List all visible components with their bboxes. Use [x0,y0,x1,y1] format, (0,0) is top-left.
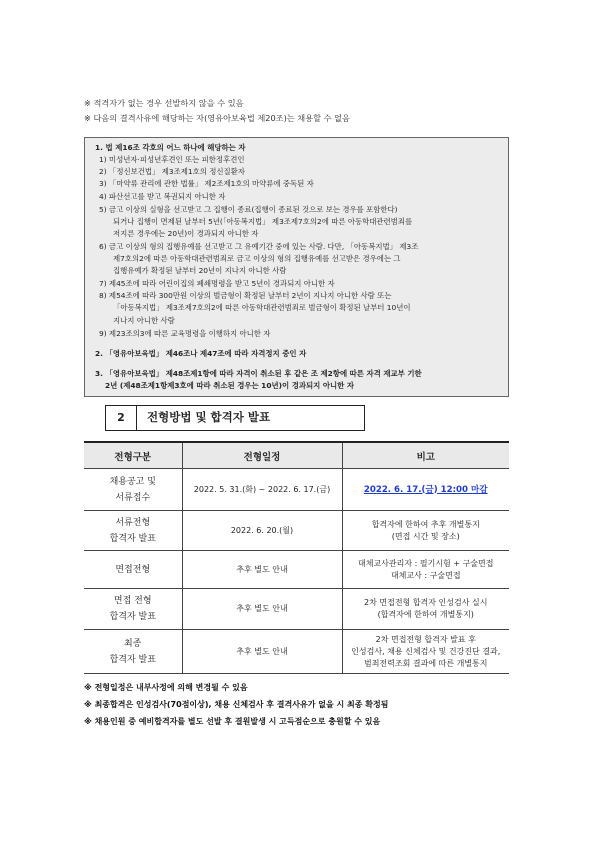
section-number: 2 [105,405,137,431]
stage-label: 서류전형 [115,517,151,528]
note-no-qualified: ※ 적격자가 없는 경우 선발하지 않을 수 있음 [84,98,244,108]
stage-label: 합격자 발표 [109,533,156,544]
stage-label: 서류접수 [115,492,151,503]
disqual-heading-2: 2. 「영유아보육법」 제46조나 제47조에 따라 자격정지 중인 자 [95,349,307,358]
stage-label: 합격자 발표 [109,612,156,622]
table-row [84,469,509,511]
schedule-cell: 추후 별도 안내 [182,630,342,674]
note-cell [342,551,509,589]
header-note: 비고 [342,442,509,469]
stage-label: 면접 전형 [113,596,152,606]
note-cell [342,589,509,630]
note-cell [342,469,509,511]
table-row [84,551,509,589]
disqual-item: 되거나 집행이 면제된 날부터 5년(「아동복지법」 제3조제7호의2에 따른 아동학대관련범죄를 [113,217,413,226]
disqual-item: 지나지 아니한 사람 [113,316,175,325]
footnote-final-pass: ※ 최종합격은 인성검사(70점이상), 채용 신체검사 후 결격사유가 없을 시 최종 확정됨 [84,700,389,709]
disqual-heading-3-cont: 2년 (제48조제1항제3호에 따라 취소된 경우는 10년)이 경과되지 아니한 자 [105,381,354,390]
note-line: 2차 면접전형 합격자 발표 후 [375,634,476,644]
header-stage: 전형구분 [84,442,182,469]
note-line: 인성검사, 채용 신체검사 및 건강진단 결과, [351,646,501,656]
schedule-cell: 2022. 5. 31.(화) ~ 2022. 6. 17.(금) [182,469,342,511]
footnote-reserve: ※ 채용인원 중 예비합격자를 별도 선발 후 결원발생 시 고득점순으로 충원할 수 있음 [84,717,381,726]
stage-label: 합격자 발표 [109,654,156,665]
note-line: 대체교사관리자 : 필기시험 + 구술면접 [358,558,494,568]
note-cell [342,630,509,674]
note-line: 대체교사 : 구술면접 [390,570,461,580]
table-row [84,630,509,674]
note-line: 2차 면접전형 합격자 인성검사 실시 [364,598,488,607]
note-line: (면접 시간 및 장소) [391,531,460,541]
disqual-item: 「아동복지법」 제3조제7호의2에 따른 아동학대관련범죄로 벌금형이 확정된 날부터 10년이 [113,303,411,312]
deadline-text: 2022. 6. 17.(금) 12:00 마감 [363,484,488,495]
note-line: 합격자에 한하여 추후 개별통지 [371,519,480,529]
disqual-item: 4) 파산선고를 받고 복권되지 아니한 자 [99,192,226,201]
disqual-item: 1) 미성년자·피성년후견인 또는 피한정후견인 [99,155,245,164]
stage-cell [84,511,182,551]
disqual-item: 8) 제54조에 따라 300만원 이상의 벌금형이 확정된 날부터 2년이 지나지 아니한 사람 또는 [99,291,392,300]
disqual-item: 제7호의2에 따른 아동학대관련범죄로 금고 이상의 형의 집행유예를 선고받은 경우에는 그 [113,254,401,263]
stage-cell [84,630,182,674]
disqual-heading-1: 1. 법 제16조 각호의 어느 하나에 해당하는 자 [95,143,246,152]
schedule-cell: 추후 별도 안내 [182,551,342,589]
note-cell [342,511,509,551]
table-row [84,511,509,551]
note-disqualification: ※ 다음의 결격사유에 해당하는 자(영유아보육법 제20조)는 채용할 수 없음 [84,113,350,123]
note-line: 범죄전력조회 결과에 따른 개별통지 [363,658,488,668]
note-line: (합격자에 한하여 개별통지) [377,610,474,619]
disqual-item: 5) 금고 이상의 실형을 선고받고 그 집행이 종료(집행이 종료된 것으로 보는 경우를 포함한다) [99,205,398,214]
disqual-item: 9) 제23조의3에 따른 교육명령을 이행하지 아니한 자 [99,329,271,338]
disqual-item: 7) 제45조에 따라 어린이집의 폐쇄명령을 받고 5년이 경과되지 아니한 자 [99,279,335,288]
schedule-cell: 2022. 6. 20.(월) [182,511,342,551]
table-row [84,589,509,630]
stage-cell [84,551,182,589]
disqual-item: 저지른 경우에는 20년)이 경과되지 아니한 자 [113,229,259,238]
stage-cell [84,589,182,630]
stage-cell [84,469,182,511]
schedule-table [84,441,509,674]
section-header [105,405,365,431]
schedule-cell: 추후 별도 안내 [182,589,342,630]
footnote-schedule-change: ※ 전형일정은 내부사정에 의해 변경될 수 있음 [84,683,248,692]
disqual-item: 집행유예가 확정된 날부터 20년이 지나지 아니한 사람 [113,266,287,275]
disqual-heading-3: 3. 「영유아보육법」 제48조제1항에 따라 자격이 취소된 후 같은 조 제2항에 따른 자격 재교부 기한 [95,369,422,378]
header-schedule: 전형일정 [182,442,342,469]
disqualification-box [84,137,509,397]
section-title: 전형방법 및 합격자 발표 [137,405,365,431]
disqual-item: 2) 「정신보건법」 제3조제1호의 정신질환자 [99,167,245,176]
stage-label: 최종 [124,638,142,649]
disqual-item: 3) 「마약류 관리에 관한 법률」 제2조제1호의 마약류에 중독된 자 [99,179,314,188]
stage-label: 채용공고 및 [109,476,156,487]
stage-label: 면접전형 [115,564,151,575]
disqual-item: 6) 금고 이상의 형의 집행유예를 선고받고 그 유예기간 중에 있는 사람. 다만, 「아동복지법」 제3조 [99,242,419,251]
